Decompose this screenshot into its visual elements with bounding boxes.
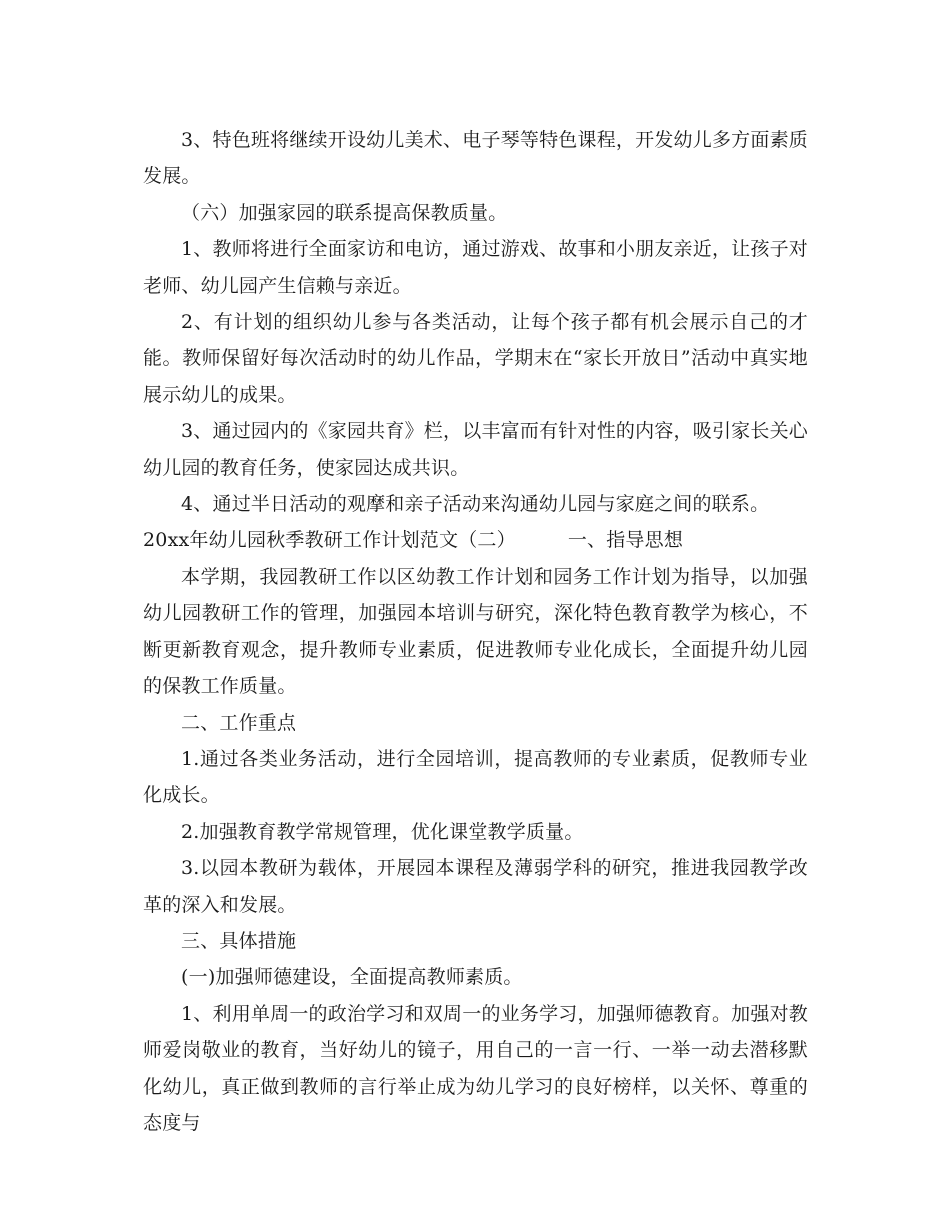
paragraph-home-visits: 1、教师将进行全面家访和电访，通过游戏、故事和小朋友亲近，让孩子对老师、幼儿园产生信赖与亲近。 (143, 238, 808, 297)
paragraph-special-classes: 3、特色班将继续开设幼儿美术、电子琴等特色课程，开发幼儿多方面素质发展。 (143, 129, 808, 188)
paragraph-half-day-activities: 4、通过半日活动的观摩和亲子活动来沟通幼儿园与家庭之间的联系。 (181, 493, 770, 516)
document-body (143, 122, 808, 1141)
section-title: 20xx年幼儿园秋季教研工作计划范文（二） (143, 529, 516, 552)
section-title-line (143, 522, 808, 558)
paragraph-focus-1: 1.通过各类业务活动，进行全园培训，提高教师的专业素质，促教师专业化成长。 (143, 747, 808, 807)
heading-work-focus: 二、工作重点 (181, 711, 297, 734)
paragraph-bulletin-board: 3、通过园内的《家园共育》栏，以丰富而有针对性的内容，吸引家长关心幼儿园的教育任务，使家园达成共识。 (143, 420, 808, 479)
heading-specific-measures: 三、具体措施 (181, 929, 297, 952)
heading-teacher-ethics: (一)加强师德建设，全面提高教师素质。 (181, 966, 523, 989)
paragraph-focus-3: 3.以园本教研为载体，开展园本课程及薄弱学科的研究，推进我园教学改革的深入和发展。 (143, 857, 808, 916)
section-subtitle: 一、指导思想 (567, 529, 684, 552)
paragraph-focus-2: 2.加强教育教学常规管理，优化课堂教学质量。 (181, 820, 584, 843)
paragraph-organized-activities: 2、有计划的组织幼儿参与各类活动，让每个孩子都有机会展示自己的才能。教师保留好每次活动时的幼儿作品，学期末在“家长开放日”活动中真实地展示幼儿的成果。 (143, 311, 808, 406)
paragraph-guiding-ideology: 本学期，我园教研工作以区幼教工作计划和园务工作计划为指导，以加强幼儿园教研工作的管理，加强园本培训与研究，深化特色教育教学为核心，不断更新教育观念，提升教师专业素质，促进教师专业化成长，全面提升幼儿园的保教工作质量。 (143, 565, 808, 698)
heading-home-school-connection: （六）加强家园的联系提高保教质量。 (181, 201, 508, 224)
paragraph-ethics-education: 1、利用单周一的政治学习和双周一的业务学习，加强师德教育。加强对教师爱岗敬业的教育，当好幼儿的镜子，用自己的一言一行、一举一动去潜移默化幼儿，真正做到教师的言行举止成为幼儿学习的良好榜样，以关怀、尊重的态度与 (143, 1002, 808, 1134)
